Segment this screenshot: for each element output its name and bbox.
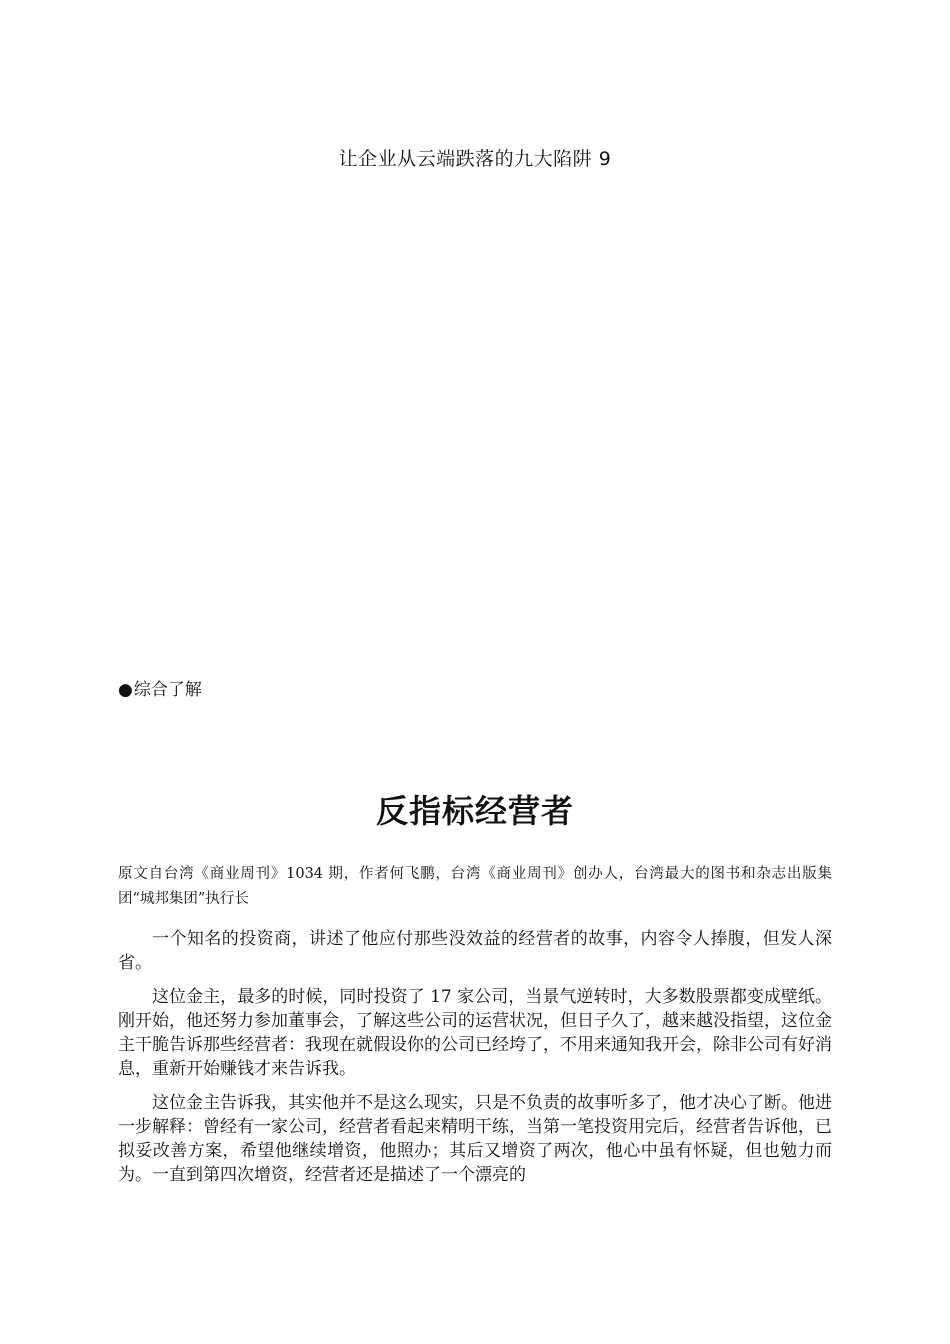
source-note: 原文自台湾《商业周刊》1034 期，作者何飞鹏，台湾《商业周刊》创办人，台湾最大的图书和杂志出版集团“城邦集团”执行长	[118, 866, 832, 907]
running-header: 让企业从云端跌落的九大陷阱 9	[338, 148, 612, 170]
section-label-text: 综合了解	[133, 680, 202, 700]
article-title: 反指标经营者	[375, 792, 574, 830]
bullet-icon: ●	[118, 680, 133, 700]
paragraph-1: 一个知名的投资商，讲述了他应付那些没效益的经营者的故事，内容令人捧腹，但发人深省。	[118, 929, 832, 973]
paragraph-2: 这位金主，最多的时候，同时投资了 17 家公司，当景气逆转时，大多数股票都变成壁纸。刚开始，他还努力参加董事会，了解这些公司的运营状况，但日子久了，越来越没指望，这位金主干脆告诉那些经营者：我现在就假设你的公司已经垮了，不用来通知我开会，除非公司有好消息，重新开始赚钱才来告诉我。	[118, 987, 832, 1079]
article-body	[118, 927, 832, 1197]
section-label	[118, 678, 202, 702]
paragraph-3: 这位金主告诉我，其实他并不是这么现实，只是不负责的故事听多了，他才决心了断。他进一步解释：曾经有一家公司，经营者看起来精明干练，当第一笔投资用完后，经营者告诉他，已拟妥改善方案，希望他继续增资，他照办；其后又增资了两次，他心中虽有怀疑，但也勉力而为。一直到第四次增资，经营者还是描述了一个漂亮的	[118, 1093, 832, 1185]
